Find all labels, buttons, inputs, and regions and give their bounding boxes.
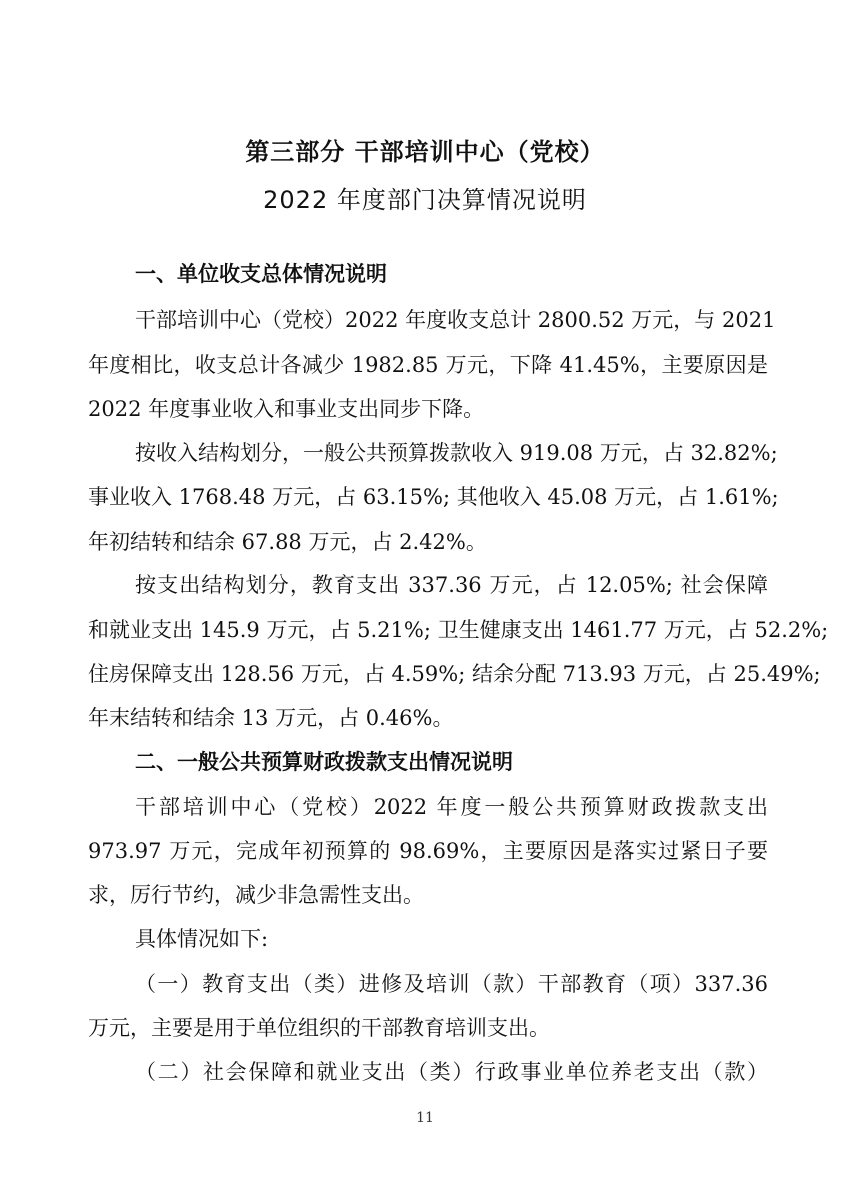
paragraph-line: 具体情况如下: [135, 927, 269, 951]
paragraph-line: 年末结转和结余 13 万元，占 0.46%。 [88, 706, 454, 730]
paragraph-line: 住房保障支出 128.56 万元，占 4.59%; 结余分配 713.93 万元，占 25.49%; [88, 662, 821, 686]
document-title: 第三部分 干部培训中心（党校） [245, 138, 605, 166]
paragraph-line: 事业收入 1768.48 万元，占 63.15%; 其他收入 45.08 万元，占 1.61%; [88, 485, 779, 509]
paragraph-line: （一）教育支出（类）进修及培训（款）干部教育（项）337.36 [135, 972, 768, 996]
paragraph-line: 干部培训中心（党校）2022 年度一般公共预算财政拨款支出 [135, 795, 768, 819]
paragraph-line: 按收入结构划分，一般公共预算拨款收入 919.08 万元，占 32.82%; [135, 441, 778, 465]
paragraph-line: 干部培训中心（党校）2022 年度收支总计 2800.52 万元，与 2021 [135, 308, 776, 332]
paragraph-line: 973.97 万元，完成年初预算的 98.69%，主要原因是落实过紧日子要 [88, 839, 768, 863]
paragraph-line: 求，厉行节约，减少非急需性支出。 [88, 883, 424, 907]
paragraph-line: 万元，主要是用于单位组织的干部教育培训支出。 [88, 1016, 550, 1040]
paragraph-line: 2022 年度事业收入和事业支出同步下降。 [88, 397, 485, 421]
paragraph-line: 年初结转和结余 67.88 万元，占 2.42%。 [88, 530, 487, 554]
document-subtitle: 2022 年度部门决算情况说明 [263, 186, 587, 214]
paragraph-line: 年度相比，收支总计各减少 1982.85 万元，下降 41.45%，主要原因是 [88, 353, 768, 377]
paragraph-line: （二）社会保障和就业支出（类）行政事业单位养老支出（款） [135, 1060, 768, 1084]
paragraph-line: 和就业支出 145.9 万元，占 5.21%; 卫生健康支出 1461.77 万元，占 52.2%; [88, 618, 829, 642]
page-number: 11 [416, 1110, 434, 1126]
paragraph-line: 按支出结构划分，教育支出 337.36 万元，占 12.05%; 社会保障 [135, 573, 768, 597]
section-heading-2: 二、一般公共预算财政拨款支出情况说明 [135, 750, 513, 774]
section-heading-1: 一、单位收支总体情况说明 [135, 262, 387, 286]
